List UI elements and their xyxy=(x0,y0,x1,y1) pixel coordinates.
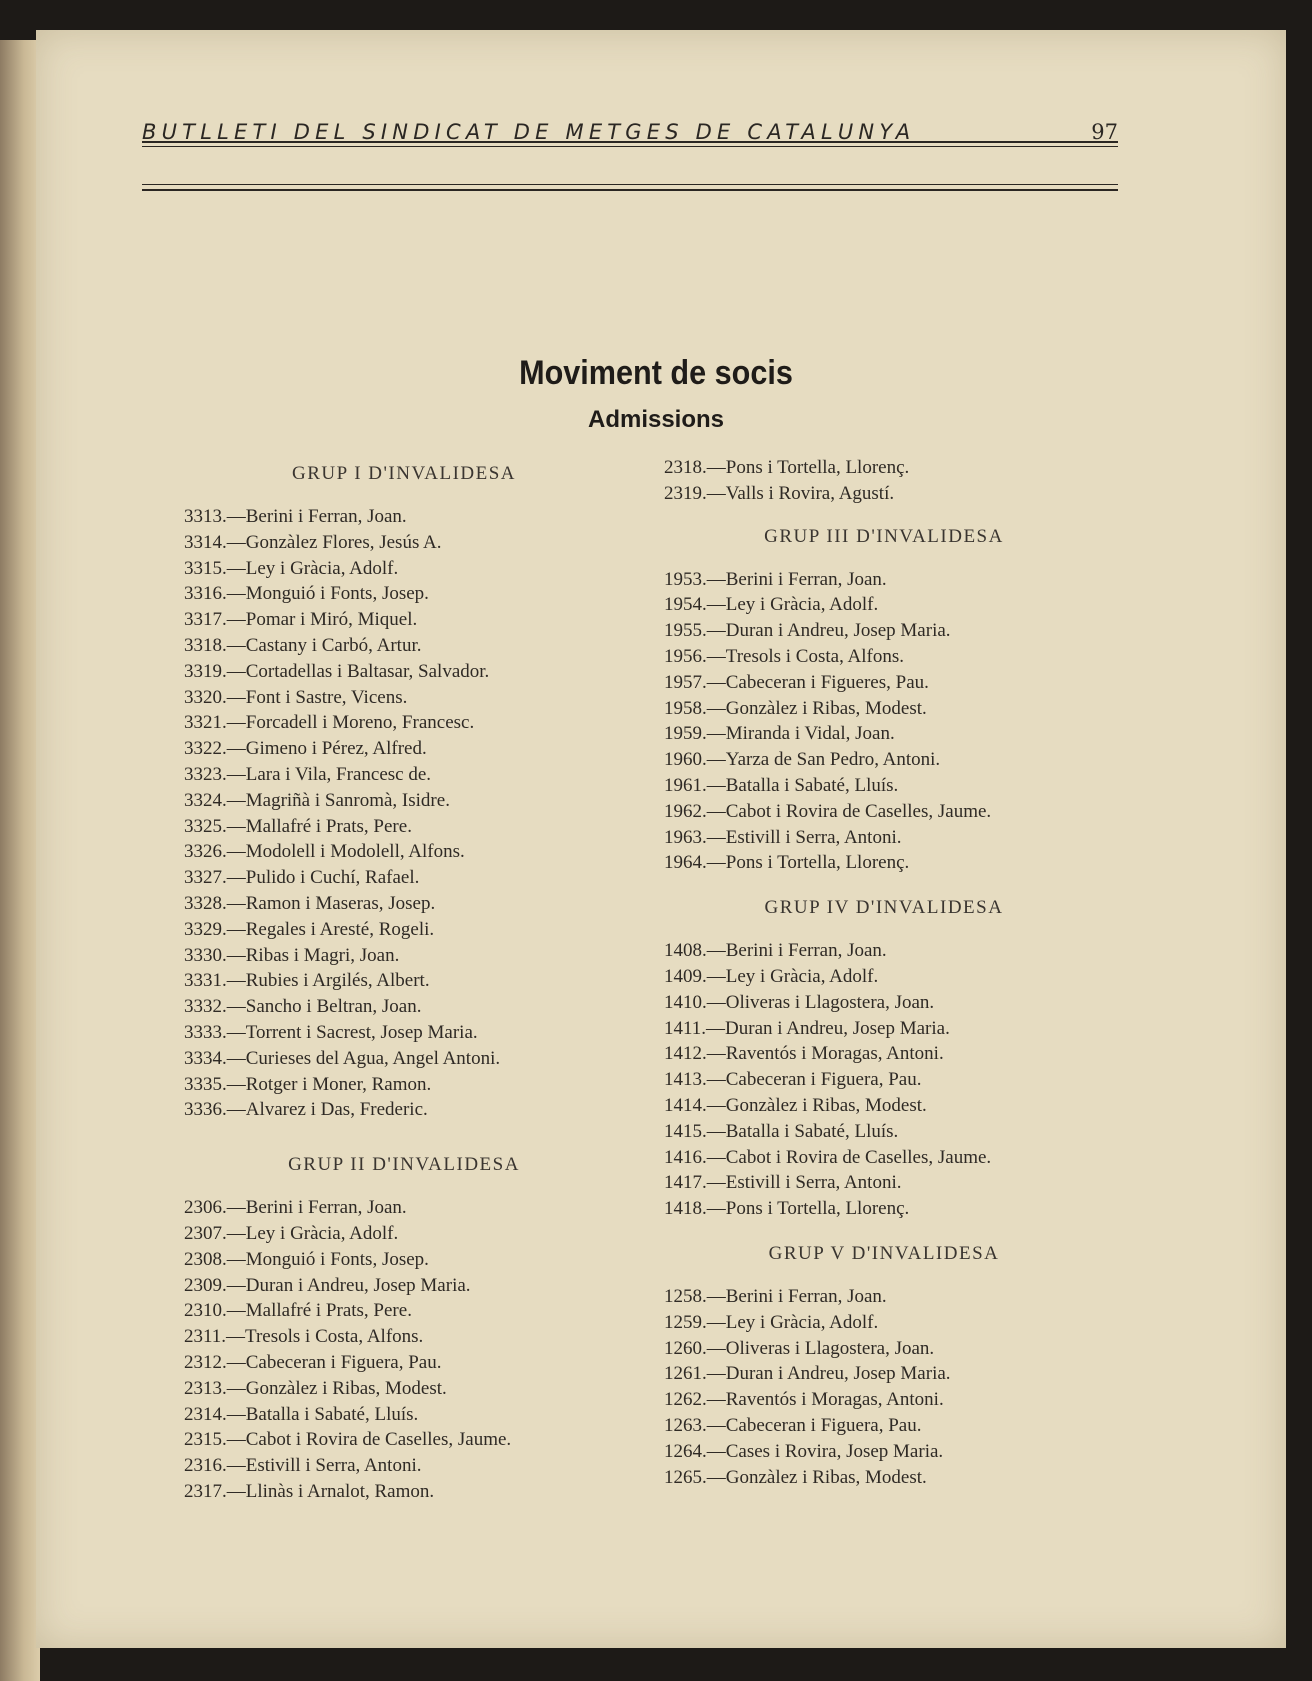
list-item: 1957.—Cabeceran i Figueres, Pau. xyxy=(664,671,929,693)
header-rule-bottom xyxy=(142,189,1118,191)
grup5-heading: GRUP V D'INVALIDESA xyxy=(768,1242,1000,1264)
list-item: 3318.—Castany i Carbó, Artur. xyxy=(184,634,422,656)
list-item: 2310.—Mallafré i Prats, Pere. xyxy=(184,1300,412,1322)
list-item: 1260.—Oliveras i Llagostera, Joan. xyxy=(664,1337,935,1359)
list-item: 3335.—Rotger i Moner, Ramon. xyxy=(184,1073,432,1095)
list-item: 3336.—Alvarez i Das, Frederic. xyxy=(184,1099,428,1121)
list-item: 1417.—Estivill i Serra, Antoni. xyxy=(664,1172,902,1194)
list-item: 3313.—Berini i Ferran, Joan. xyxy=(184,506,407,527)
list-item: 3326.—Modolell i Modolell, Alfons. xyxy=(184,841,465,863)
list-item: 1415.—Batalla i Sabaté, Lluís. xyxy=(664,1120,899,1142)
list-item: 1411.—Duran i Andreu, Josep Maria. xyxy=(664,1017,950,1039)
list-item: 3333.—Torrent i Sacrest, Josep Maria. xyxy=(184,1021,478,1043)
list-item: 3315.—Ley i Gràcia, Adolf. xyxy=(184,557,399,579)
list-item: 1409.—Ley i Gràcia, Adolf. xyxy=(664,965,879,987)
list-item: 1259.—Ley i Gràcia, Adolf. xyxy=(664,1311,879,1333)
list-item: 1964.—Pons i Tortella, Llorenç. xyxy=(664,852,910,874)
list-item: 3323.—Lara i Vila, Francesc de. xyxy=(184,763,432,785)
list-item: 1263.—Cabeceran i Figuera, Pau. xyxy=(664,1414,922,1436)
list-item: 1408.—Berini i Ferran, Joan. xyxy=(664,940,887,962)
grup4-heading: GRUP IV D'INVALIDESA xyxy=(764,897,1004,919)
list-item: 1960.—Yarza de San Pedro, Antoni. xyxy=(664,749,941,771)
list-item: 1258.—Berini i Ferran, Joan. xyxy=(664,1285,887,1307)
list-item: 3319.—Cortadellas i Baltasar, Salvador. xyxy=(184,660,490,682)
page-title: Moviment de socis xyxy=(519,354,793,392)
grup2-list xyxy=(184,1195,624,1505)
list-item: 3329.—Regales i Aresté, Rogeli. xyxy=(184,918,435,940)
list-item: 1956.—Tresols i Costa, Alfons. xyxy=(664,645,904,667)
grup2-heading: GRUP II D'INVALIDESA xyxy=(288,1154,520,1176)
list-item: 1262.—Raventós i Moragas, Antoni. xyxy=(664,1389,944,1411)
grup2-continued-list xyxy=(664,455,1104,507)
list-item: 3316.—Monguió i Fonts, Josep. xyxy=(184,583,429,605)
list-item: 3322.—Gimeno i Pérez, Alfred. xyxy=(184,738,427,760)
list-item: 3321.—Forcadell i Moreno, Francesc. xyxy=(184,712,475,734)
list-item: 2318.—Pons i Tortella, Llorenç. xyxy=(664,457,910,478)
list-item: 3320.—Font i Sastre, Vicens. xyxy=(184,686,408,708)
list-item: 2315.—Cabot i Rovira de Caselles, Jaume. xyxy=(184,1429,512,1451)
grup4-list xyxy=(664,938,1104,1222)
list-item: 2319.—Valls i Rovira, Agustí. xyxy=(664,482,895,504)
grup1-list xyxy=(184,504,624,1123)
list-item: 2307.—Ley i Gràcia, Adolf. xyxy=(184,1222,399,1244)
list-item: 1958.—Gonzàlez i Ribas, Modest. xyxy=(664,697,927,719)
grup1-heading: GRUP I D'INVALIDESA xyxy=(291,463,517,484)
left-column xyxy=(184,458,624,1505)
list-item: 1264.—Cases i Rovira, Josep Maria. xyxy=(664,1440,944,1462)
list-item: 2316.—Estivill i Serra, Antoni. xyxy=(184,1455,422,1477)
header-rule-bottom-thin xyxy=(142,184,1118,185)
list-item: 2311.—Tresols i Costa, Alfons. xyxy=(184,1326,424,1348)
list-item: 1955.—Duran i Andreu, Josep Maria. xyxy=(664,620,951,642)
list-item: 2314.—Batalla i Sabaté, Lluís. xyxy=(184,1403,419,1425)
list-item: 1413.—Cabeceran i Figuera, Pau. xyxy=(664,1069,922,1091)
list-item: 1261.—Duran i Andreu, Josep Maria. xyxy=(664,1363,951,1385)
list-item: 3328.—Ramon i Maseras, Josep. xyxy=(184,892,436,914)
list-item: 3314.—Gonzàlez Flores, Jesús A. xyxy=(184,531,442,553)
grup5-list xyxy=(664,1284,1104,1490)
list-item: 1416.—Cabot i Rovira de Caselles, Jaume. xyxy=(664,1146,992,1168)
list-item: 3317.—Pomar i Miró, Miquel. xyxy=(184,609,418,631)
page-subtitle: Admissions xyxy=(587,406,725,433)
list-item: 3330.—Ribas i Magri, Joan. xyxy=(184,944,400,966)
list-item: 1954.—Ley i Gràcia, Adolf. xyxy=(664,594,879,616)
list-item: 2312.—Cabeceran i Figuera, Pau. xyxy=(184,1351,442,1373)
list-item: 1963.—Estivill i Serra, Antoni. xyxy=(664,826,902,848)
grup3-heading: GRUP III D'INVALIDESA xyxy=(764,525,1004,547)
running-head xyxy=(142,120,1118,154)
list-item: 1961.—Batalla i Sabaté, Lluís. xyxy=(664,774,899,796)
book-spine xyxy=(0,40,40,1681)
list-item: 1414.—Gonzàlez i Ribas, Modest. xyxy=(664,1094,927,1116)
list-item: 3332.—Sancho i Beltran, Joan. xyxy=(184,996,422,1018)
grup3-list xyxy=(664,567,1104,877)
list-item: 1265.—Gonzàlez i Ribas, Modest. xyxy=(664,1466,927,1488)
list-item: 2309.—Duran i Andreu, Josep Maria. xyxy=(184,1274,471,1296)
list-item: 2306.—Berini i Ferran, Joan. xyxy=(184,1197,407,1219)
list-item: 1959.—Miranda i Vidal, Joan. xyxy=(664,723,895,745)
list-item: 2317.—Llinàs i Arnalot, Ramon. xyxy=(184,1480,435,1502)
list-item: 2313.—Gonzàlez i Ribas, Modest. xyxy=(184,1377,447,1399)
list-item: 1418.—Pons i Tortella, Llorenç. xyxy=(664,1198,910,1220)
running-head-title: BUTLLETI DEL SINDICAT DE METGES DE CATALUNYA xyxy=(142,120,916,144)
page-number: 97 xyxy=(1091,120,1118,144)
list-item: 3327.—Pulido i Cuchí, Rafael. xyxy=(184,867,420,889)
list-item: 1953.—Berini i Ferran, Joan. xyxy=(664,568,887,590)
list-item: 3331.—Rubies i Argilés, Albert. xyxy=(184,970,430,992)
list-item: 1412.—Raventós i Moragas, Antoni. xyxy=(664,1043,944,1065)
list-item: 1410.—Oliveras i Llagostera, Joan. xyxy=(664,991,935,1013)
list-item: 3334.—Curieses del Agua, Angel Antoni. xyxy=(184,1047,501,1069)
list-item: 1962.—Cabot i Rovira de Caselles, Jaume. xyxy=(664,800,992,822)
right-column xyxy=(664,455,1104,1490)
list-item: 2308.—Monguió i Fonts, Josep. xyxy=(184,1248,429,1270)
list-item: 3324.—Magriñà i Sanromà, Isidre. xyxy=(184,789,450,811)
list-item: 3325.—Mallafré i Prats, Pere. xyxy=(184,815,412,837)
